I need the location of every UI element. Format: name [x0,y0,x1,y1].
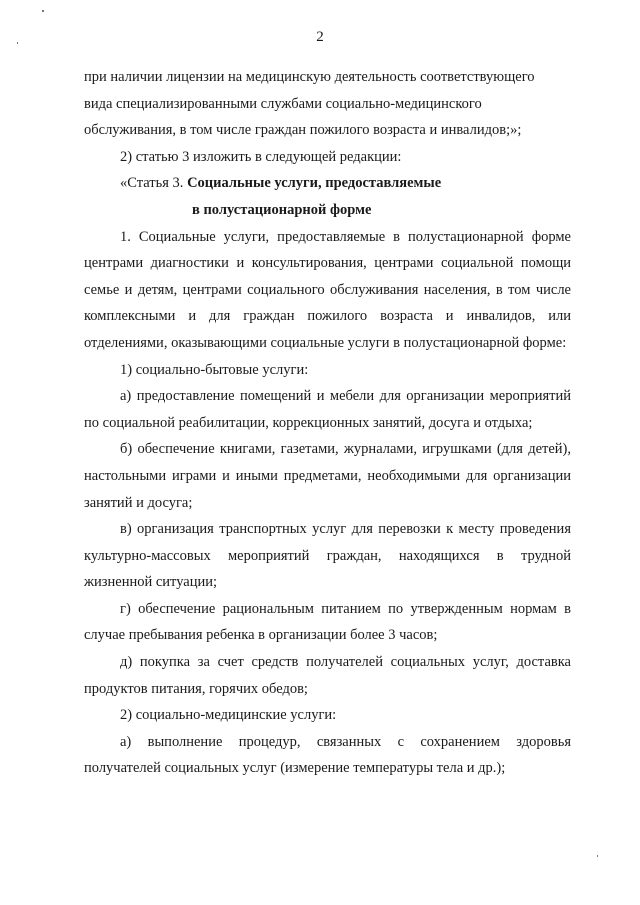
article-heading [84,170,571,223]
paragraph: а) выполнение процедур, связанных с сохранением здоровья получателей социальных услуг (измерение температуры тела и др.); [84,733,571,777]
paragraph: 1. Социальные услуги, предоставляемые в полустационарной форме центрами диагностики и консультирования, центрами социальной помощи семье и детям, центрами социального обслуживания населения, в том числе комплексными и для граждан пожилого возраста и инвалидов, или отделениями, оказывающими социальные услуги в полустационарной форме: [84,228,571,351]
paragraph: 2) статью 3 изложить в следующей редакции: [120,148,402,165]
paragraph-line: вида специализированными службами социально-медицинского [84,95,482,112]
article-heading-title-cont: в полустационарной форме [192,201,372,218]
scan-speck [597,855,598,857]
paragraph: г) обеспечение рациональным питанием по утвержденным нормам в случае пребывания ребенка в организации более 3 часов; [84,600,571,644]
article-heading-title: Социальные услуги, предоставляемые [187,175,442,192]
page-number: 2 [316,29,324,45]
paragraph-line: при наличии лицензии на медицинскую деятельность соответствующего [84,69,535,85]
paragraph: в) организация транспортных услуг для перевозки к месту проведения культурно-массовых мероприятий граждан, находящихся в трудной жизненной ситуации; [84,521,571,591]
paragraph-line: обслуживания, в том числе граждан пожилого возраста и инвалидов;»; [84,122,522,139]
paragraph: 1) социально-бытовые услуги: [120,361,309,378]
paragraph: д) покупка за счет средств получателей социальных услуг, доставка продуктов питания, горячих обедов; [84,654,571,697]
article-heading-prefix: «Статья 3. [120,175,188,192]
paragraph: а) предоставление помещений и мебели для организации мероприятий по социальной реабилитации, коррекционных занятий, досуга и отдыха; [84,388,571,431]
scan-speck [42,10,44,12]
paragraph: б) обеспечение книгами, газетами, журналами, игрушками (для детей), настольными играми и иными предметами, необходимыми для организации занятий и досуга; [84,441,571,511]
document-body [84,64,571,782]
paragraph: 2) социально-медицинские услуги: [120,707,337,724]
